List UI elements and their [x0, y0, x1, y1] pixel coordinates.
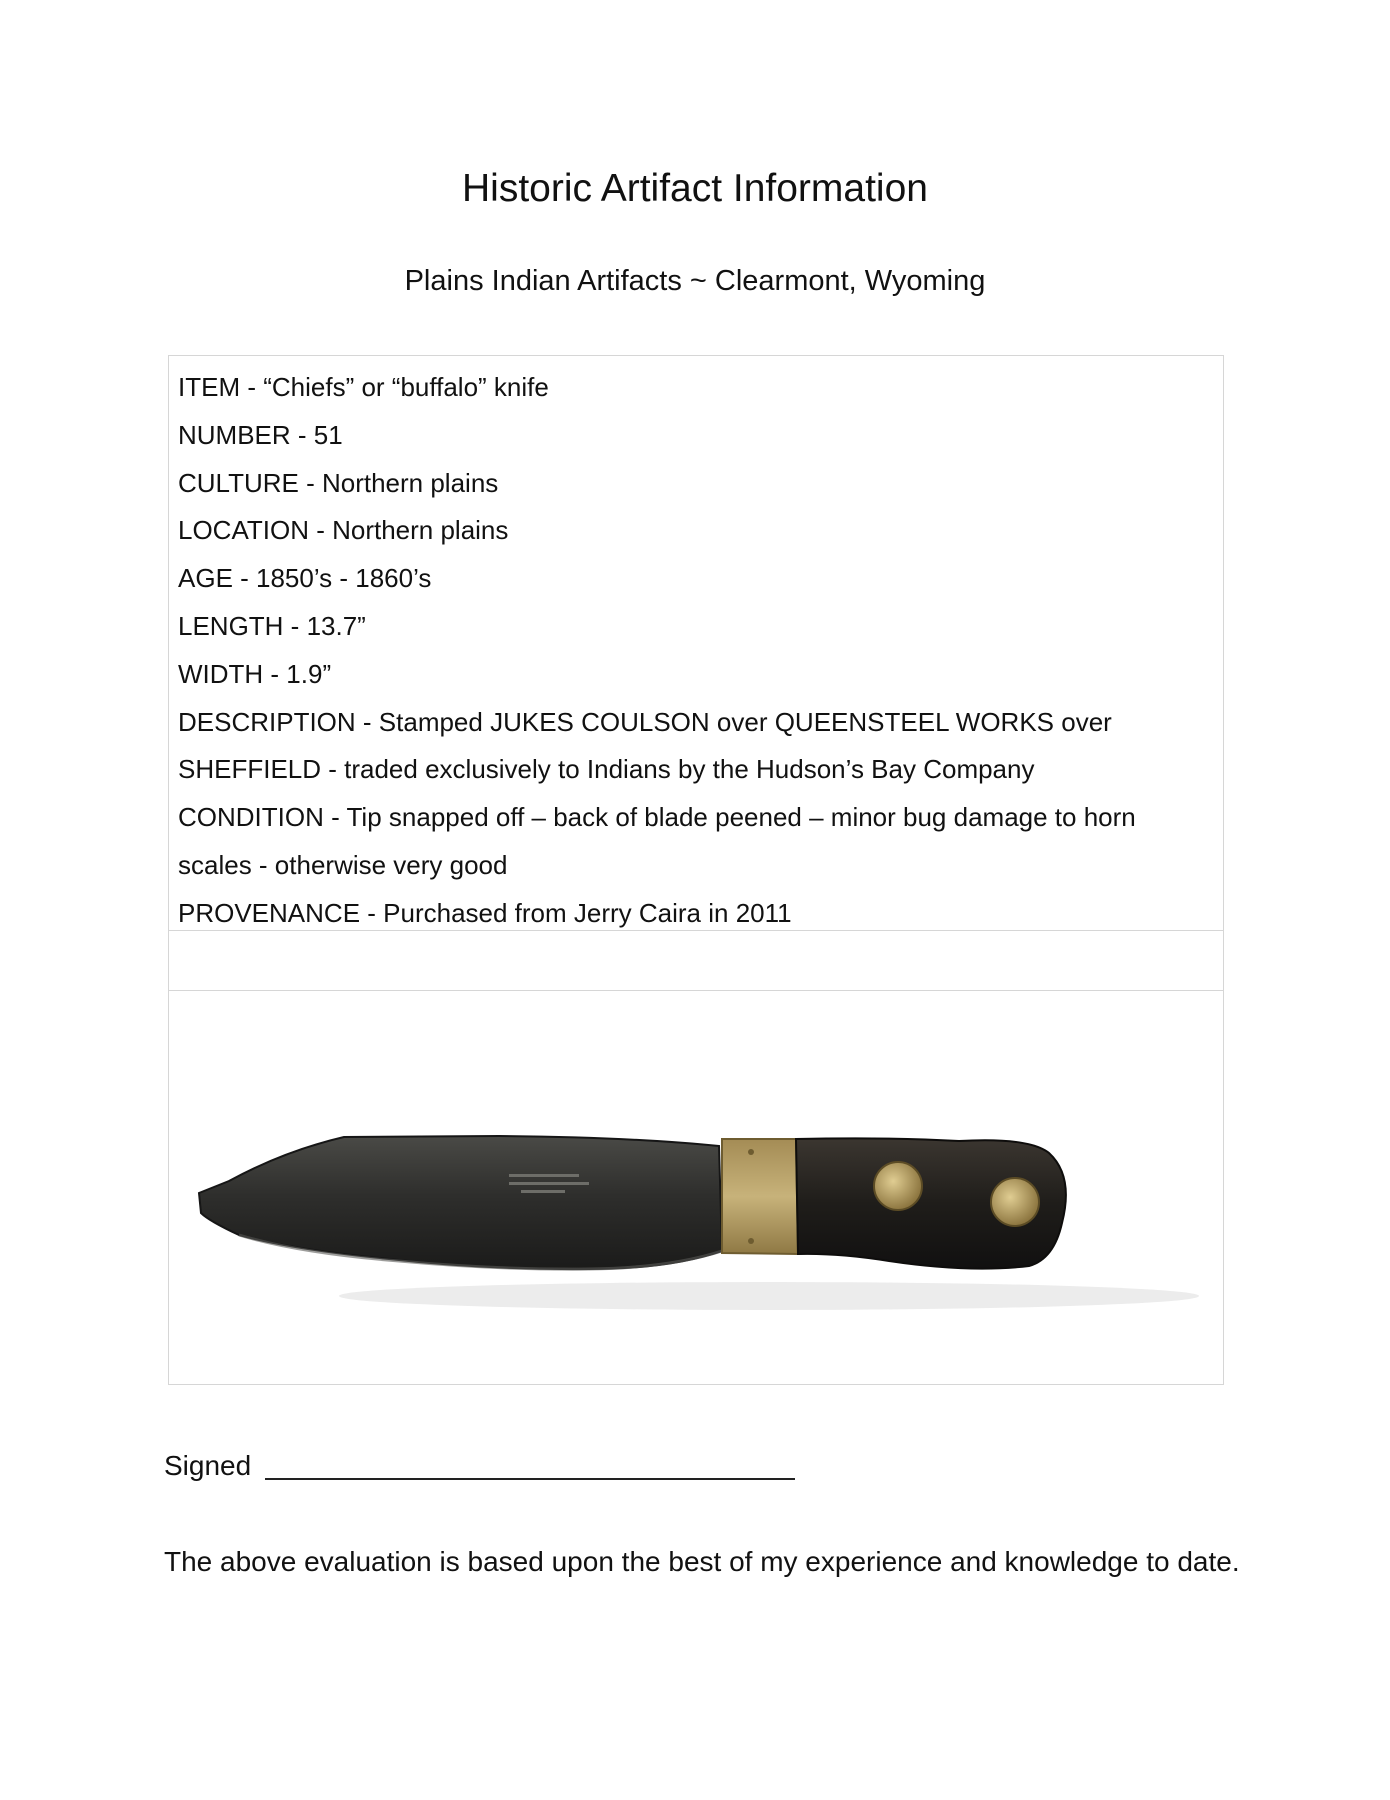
artifact-details-cell: [169, 356, 1223, 931]
location-line: LOCATION - Northern plains: [178, 515, 509, 546]
knife-photo: [169, 991, 1223, 1384]
knife-bolster: [722, 1139, 798, 1254]
artifact-photo-cell: [169, 991, 1223, 1384]
signature-line: [265, 1478, 795, 1480]
signature-label: Signed: [164, 1450, 252, 1481]
culture-line: CULTURE - Northern plains: [178, 467, 499, 498]
number-line: NUMBER - 51: [178, 419, 343, 450]
item-line: ITEM - “Chiefs” or “buffalo” knife: [178, 372, 549, 402]
provenance-line: PROVENANCE - Purchased from Jerry Caira in 2011: [178, 897, 792, 928]
page-title: Historic Artifact Information: [462, 167, 928, 210]
page-subtitle: Plains Indian Artifacts ~ Clearmont, Wyoming: [404, 265, 986, 297]
handle-pin-left: [874, 1162, 922, 1210]
condition-line-1: CONDITION - Tip snapped off – back of blade peened – minor bug damage to horn: [178, 802, 1136, 833]
artifact-info-table: [168, 355, 1224, 1385]
age-line: AGE - 1850’s - 1860’s: [178, 563, 432, 594]
evaluation-note: The above evaluation is based upon the best of my experience and knowledge to date.: [164, 1546, 1240, 1577]
knife-shadow: [339, 1282, 1199, 1310]
length-line: LENGTH - 13.7”: [178, 610, 366, 641]
bolster-rivet-bottom: [748, 1238, 754, 1244]
bolster-rivet-top: [748, 1149, 754, 1155]
description-line-2: SHEFFIELD - traded exclusively to Indians by the Hudson’s Bay Company: [178, 754, 1035, 785]
empty-table-row: [169, 931, 1223, 991]
condition-line-2: scales - otherwise very good: [178, 849, 508, 880]
description-line-1: DESCRIPTION - Stamped JUKES COULSON over QUEENSTEEL WORKS over: [178, 706, 1112, 737]
width-line: WIDTH - 1.9”: [178, 658, 332, 689]
handle-pin-right: [991, 1178, 1039, 1226]
